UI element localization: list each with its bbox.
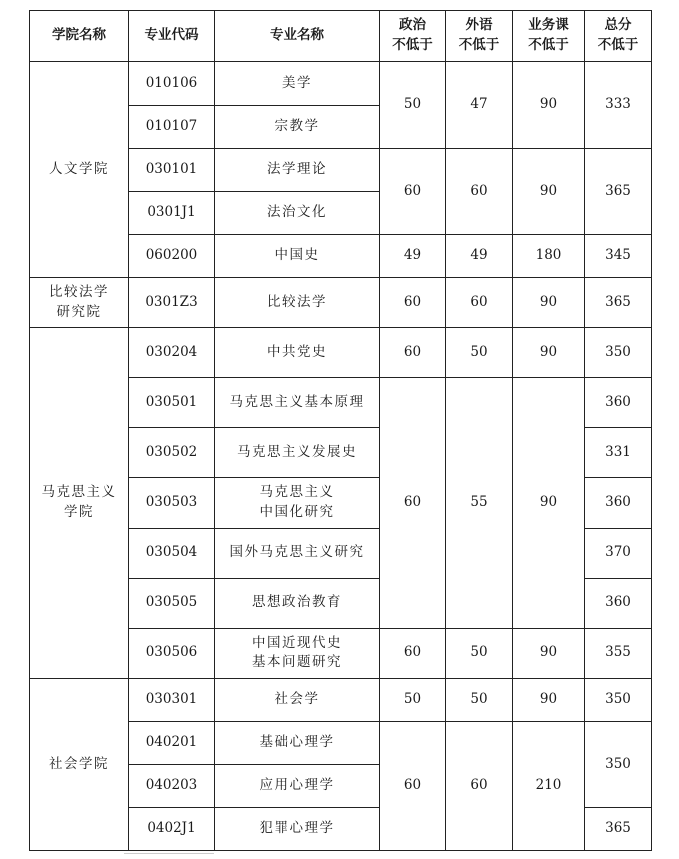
header-foreign: 外语 不低于 <box>446 11 513 62</box>
header-row <box>30 11 652 62</box>
total-cell: 370 <box>585 528 652 578</box>
code-cell: 0402J1 <box>129 807 215 850</box>
course-cell: 90 <box>513 62 585 149</box>
code-cell: 0301J1 <box>129 192 215 235</box>
foreign-cell: 50 <box>446 628 513 678</box>
major-cell: 美学 <box>215 62 380 106</box>
politics-cell: 60 <box>380 378 446 628</box>
table-row <box>30 678 652 721</box>
college-cell: 社会学院 <box>30 678 129 850</box>
code-cell: 060200 <box>129 235 215 278</box>
header-code: 专业代码 <box>129 11 215 62</box>
total-cell: 360 <box>585 578 652 628</box>
major-cell: 国外马克思主义研究 <box>215 528 380 578</box>
total-cell: 350 <box>585 678 652 721</box>
foreign-cell: 47 <box>446 62 513 149</box>
foreign-cell: 49 <box>446 235 513 278</box>
major-cell: 犯罪心理学 <box>215 807 380 850</box>
college-cell: 人文学院 <box>30 62 129 278</box>
code-cell: 010106 <box>129 62 215 106</box>
foreign-cell: 50 <box>446 328 513 378</box>
code-cell: 030504 <box>129 528 215 578</box>
major-cell: 中共党史 <box>215 328 380 378</box>
politics-cell: 50 <box>380 62 446 149</box>
college-cell: 马克思主义 学院 <box>30 328 129 678</box>
header-total: 总分 不低于 <box>585 11 652 62</box>
total-cell: 365 <box>585 807 652 850</box>
major-cell: 宗教学 <box>215 106 380 149</box>
foreign-cell: 60 <box>446 721 513 850</box>
course-cell: 90 <box>513 149 585 235</box>
course-cell: 180 <box>513 235 585 278</box>
foreign-cell: 55 <box>446 378 513 628</box>
course-cell: 90 <box>513 678 585 721</box>
politics-cell: 60 <box>380 628 446 678</box>
code-cell: 030503 <box>129 478 215 528</box>
total-cell: 331 <box>585 428 652 478</box>
major-cell: 马克思主义基本原理 <box>215 378 380 428</box>
major-cell: 法治文化 <box>215 192 380 235</box>
politics-cell: 60 <box>380 721 446 850</box>
total-cell: 365 <box>585 149 652 235</box>
major-cell: 基础心理学 <box>215 721 380 764</box>
table-row <box>30 328 652 378</box>
code-cell: 040201 <box>129 721 215 764</box>
course-cell: 90 <box>513 378 585 628</box>
code-cell: 030101 <box>129 149 215 192</box>
total-cell: 360 <box>585 378 652 428</box>
course-cell: 90 <box>513 628 585 678</box>
course-cell: 90 <box>513 278 585 328</box>
politics-cell: 60 <box>380 278 446 328</box>
politics-cell: 49 <box>380 235 446 278</box>
bottom-divider <box>124 853 214 854</box>
total-cell: 345 <box>585 235 652 278</box>
table-row <box>30 278 652 328</box>
politics-cell: 50 <box>380 678 446 721</box>
table-row <box>30 62 652 106</box>
total-cell: 365 <box>585 278 652 328</box>
code-cell: 030204 <box>129 328 215 378</box>
header-course: 业务课 不低于 <box>513 11 585 62</box>
major-cell: 中国近现代史 基本问题研究 <box>215 628 380 678</box>
major-cell: 比较法学 <box>215 278 380 328</box>
total-cell: 355 <box>585 628 652 678</box>
code-cell: 010107 <box>129 106 215 149</box>
code-cell: 030502 <box>129 428 215 478</box>
code-cell: 030301 <box>129 678 215 721</box>
header-college: 学院名称 <box>30 11 129 62</box>
code-cell: 030501 <box>129 378 215 428</box>
major-cell: 应用心理学 <box>215 764 380 807</box>
foreign-cell: 50 <box>446 678 513 721</box>
politics-cell: 60 <box>380 328 446 378</box>
total-cell: 360 <box>585 478 652 528</box>
header-politics: 政治 不低于 <box>380 11 446 62</box>
major-cell: 马克思主义发展史 <box>215 428 380 478</box>
total-cell: 350 <box>585 328 652 378</box>
major-cell: 马克思主义 中国化研究 <box>215 478 380 528</box>
course-cell: 210 <box>513 721 585 850</box>
foreign-cell: 60 <box>446 149 513 235</box>
total-cell: 333 <box>585 62 652 149</box>
college-cell: 比较法学 研究院 <box>30 278 129 328</box>
code-cell: 030506 <box>129 628 215 678</box>
course-cell: 90 <box>513 328 585 378</box>
foreign-cell: 60 <box>446 278 513 328</box>
major-cell: 中国史 <box>215 235 380 278</box>
code-cell: 030505 <box>129 578 215 628</box>
politics-cell: 60 <box>380 149 446 235</box>
major-cell: 法学理论 <box>215 149 380 192</box>
code-cell: 0301Z3 <box>129 278 215 328</box>
admission-score-table <box>29 10 652 851</box>
header-major: 专业名称 <box>215 11 380 62</box>
major-cell: 思想政治教育 <box>215 578 380 628</box>
major-cell: 社会学 <box>215 678 380 721</box>
code-cell: 040203 <box>129 764 215 807</box>
total-cell: 350 <box>585 721 652 807</box>
